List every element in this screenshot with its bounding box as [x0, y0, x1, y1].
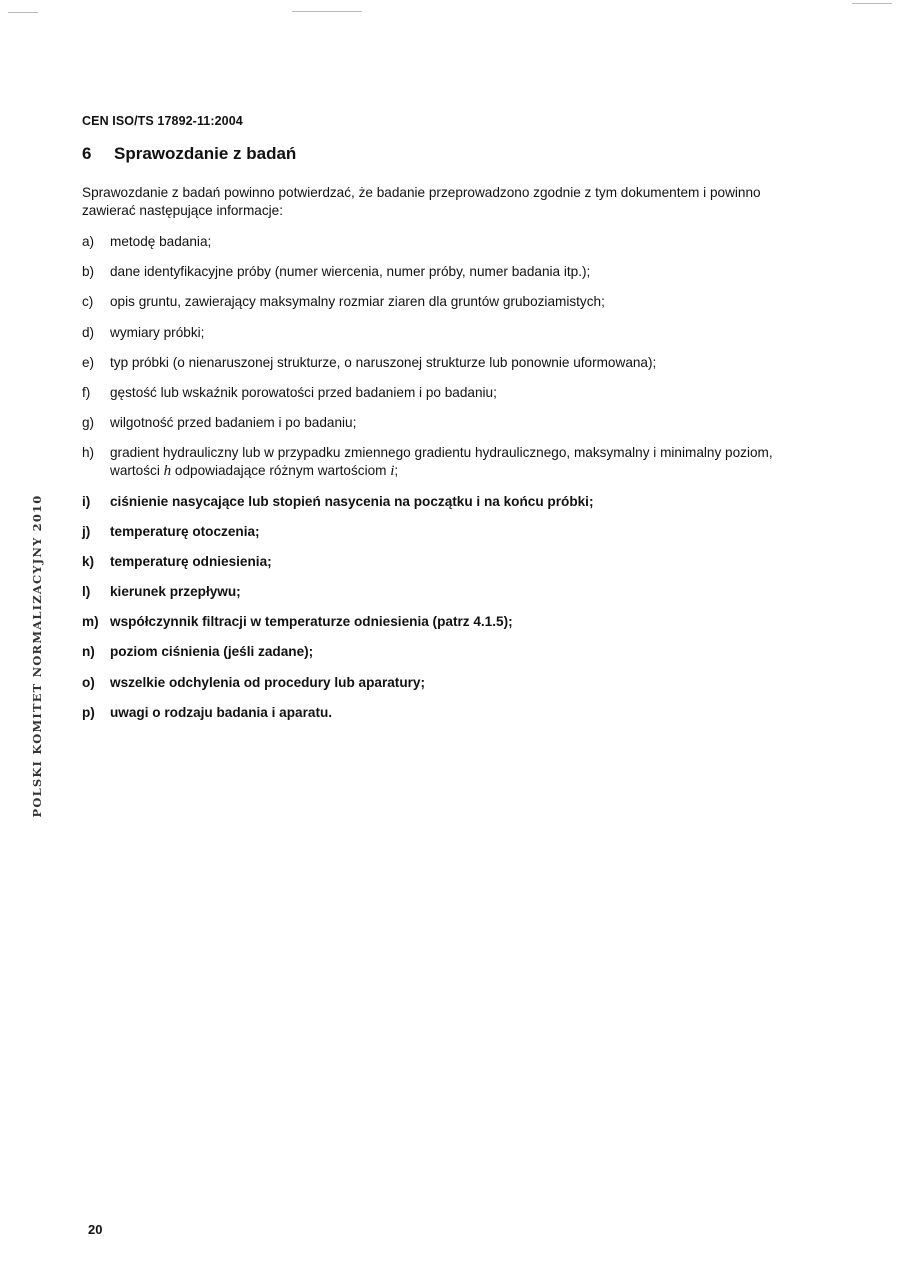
item-text: gęstość lub wskaźnik porowatości przed badaniem i po badaniu; — [110, 384, 497, 400]
item-label: l) — [82, 584, 91, 600]
list-item — [82, 293, 807, 311]
item-text: uwagi o rodzaju badania i aparatu. — [110, 704, 333, 720]
list-item — [82, 414, 807, 432]
list-item — [82, 384, 807, 402]
item-text: wszelkie odchylenia od procedury lub aparatury; — [110, 674, 426, 690]
list-item — [82, 324, 807, 342]
item-text: temperaturę otoczenia; — [110, 523, 260, 539]
item-text: typ próbki (o nienaruszonej strukturze, o naruszonej strukturze lub ponownie uformowana); — [110, 354, 657, 370]
item-text: ciśnienie nasycające lub stopień nasycenia na początku i na końcu próbki; — [110, 493, 594, 509]
list-item — [82, 643, 807, 661]
list-item — [82, 233, 807, 251]
item-text: kierunek przepływu; — [110, 584, 241, 600]
scan-artifact — [8, 12, 38, 13]
item-label: m) — [82, 614, 99, 630]
scan-artifact — [852, 3, 892, 4]
scan-artifact — [292, 11, 362, 12]
item-label: k) — [82, 553, 95, 569]
item-label: g) — [82, 415, 95, 431]
item-label: f) — [82, 384, 91, 400]
list-item — [82, 523, 807, 541]
item-text: dane identyfikacyjne próby (numer wiercenia, numer próby, numer badania itp.); — [110, 264, 591, 280]
item-text: metodę badania; — [110, 234, 212, 249]
list-item — [82, 354, 807, 372]
item-text: współczynnik filtracji w temperaturze odniesienia (patrz 4.1.5); — [110, 614, 513, 630]
list-item — [82, 263, 807, 281]
section-heading — [82, 144, 296, 164]
page-number: 20 — [88, 1222, 103, 1237]
item-text-after: ; — [394, 463, 399, 479]
item-label: o) — [82, 674, 95, 690]
list-item — [82, 583, 807, 601]
intro-paragraph: Sprawozdanie z badań powinno potwierdzać, że badanie przeprowadzono zgodnie z tym dokumentem i powinno zawierać następujące informacje: — [82, 185, 761, 218]
watermark-sidebar — [30, 486, 48, 826]
item-text: wilgotność przed badaniem i po badaniu; — [110, 415, 357, 431]
item-text: poziom ciśnienia (jeśli zadane); — [110, 644, 314, 660]
item-text: opis gruntu, zawierający maksymalny rozmiar ziaren dla gruntów gruboziamistych; — [110, 294, 605, 310]
item-label: n) — [82, 644, 95, 660]
list-item — [82, 613, 807, 631]
standard-designation: CEN ISO/TS 17892-11:2004 — [82, 114, 243, 128]
item-label: a) — [82, 234, 95, 249]
watermark-text: POLSKI KOMITET NORMALIZACYJNY 2010 — [30, 494, 44, 818]
item-label: i) — [82, 493, 91, 509]
item-label: b) — [82, 264, 95, 280]
list-item — [82, 493, 807, 511]
item-label: p) — [82, 704, 95, 720]
item-label: h) — [82, 445, 95, 461]
section-number: 6 — [82, 144, 92, 163]
list-item — [82, 674, 807, 692]
item-label: d) — [82, 324, 95, 340]
item-text-before: gradient hydrauliczny lub w przypadku zmiennego gradientu hydraulicznego, maksymalny i minimalny poziom, wartości — [110, 445, 773, 479]
list-item — [82, 704, 807, 722]
item-text: temperaturę odniesienia; — [110, 553, 272, 569]
item-text: wymiary próbki; — [110, 324, 205, 340]
item-text-middle: odpowiadające różnym wartościom — [171, 463, 391, 479]
list-item — [82, 444, 807, 480]
item-label: j) — [82, 523, 91, 539]
item-text — [110, 444, 807, 480]
requirements-list — [82, 233, 807, 734]
variable-i: i — [390, 463, 395, 480]
list-item — [82, 553, 807, 571]
item-label: c) — [82, 294, 94, 310]
variable-h: h — [163, 463, 172, 480]
section-title: Sprawozdanie z badań — [114, 144, 297, 163]
item-label: e) — [82, 354, 95, 370]
